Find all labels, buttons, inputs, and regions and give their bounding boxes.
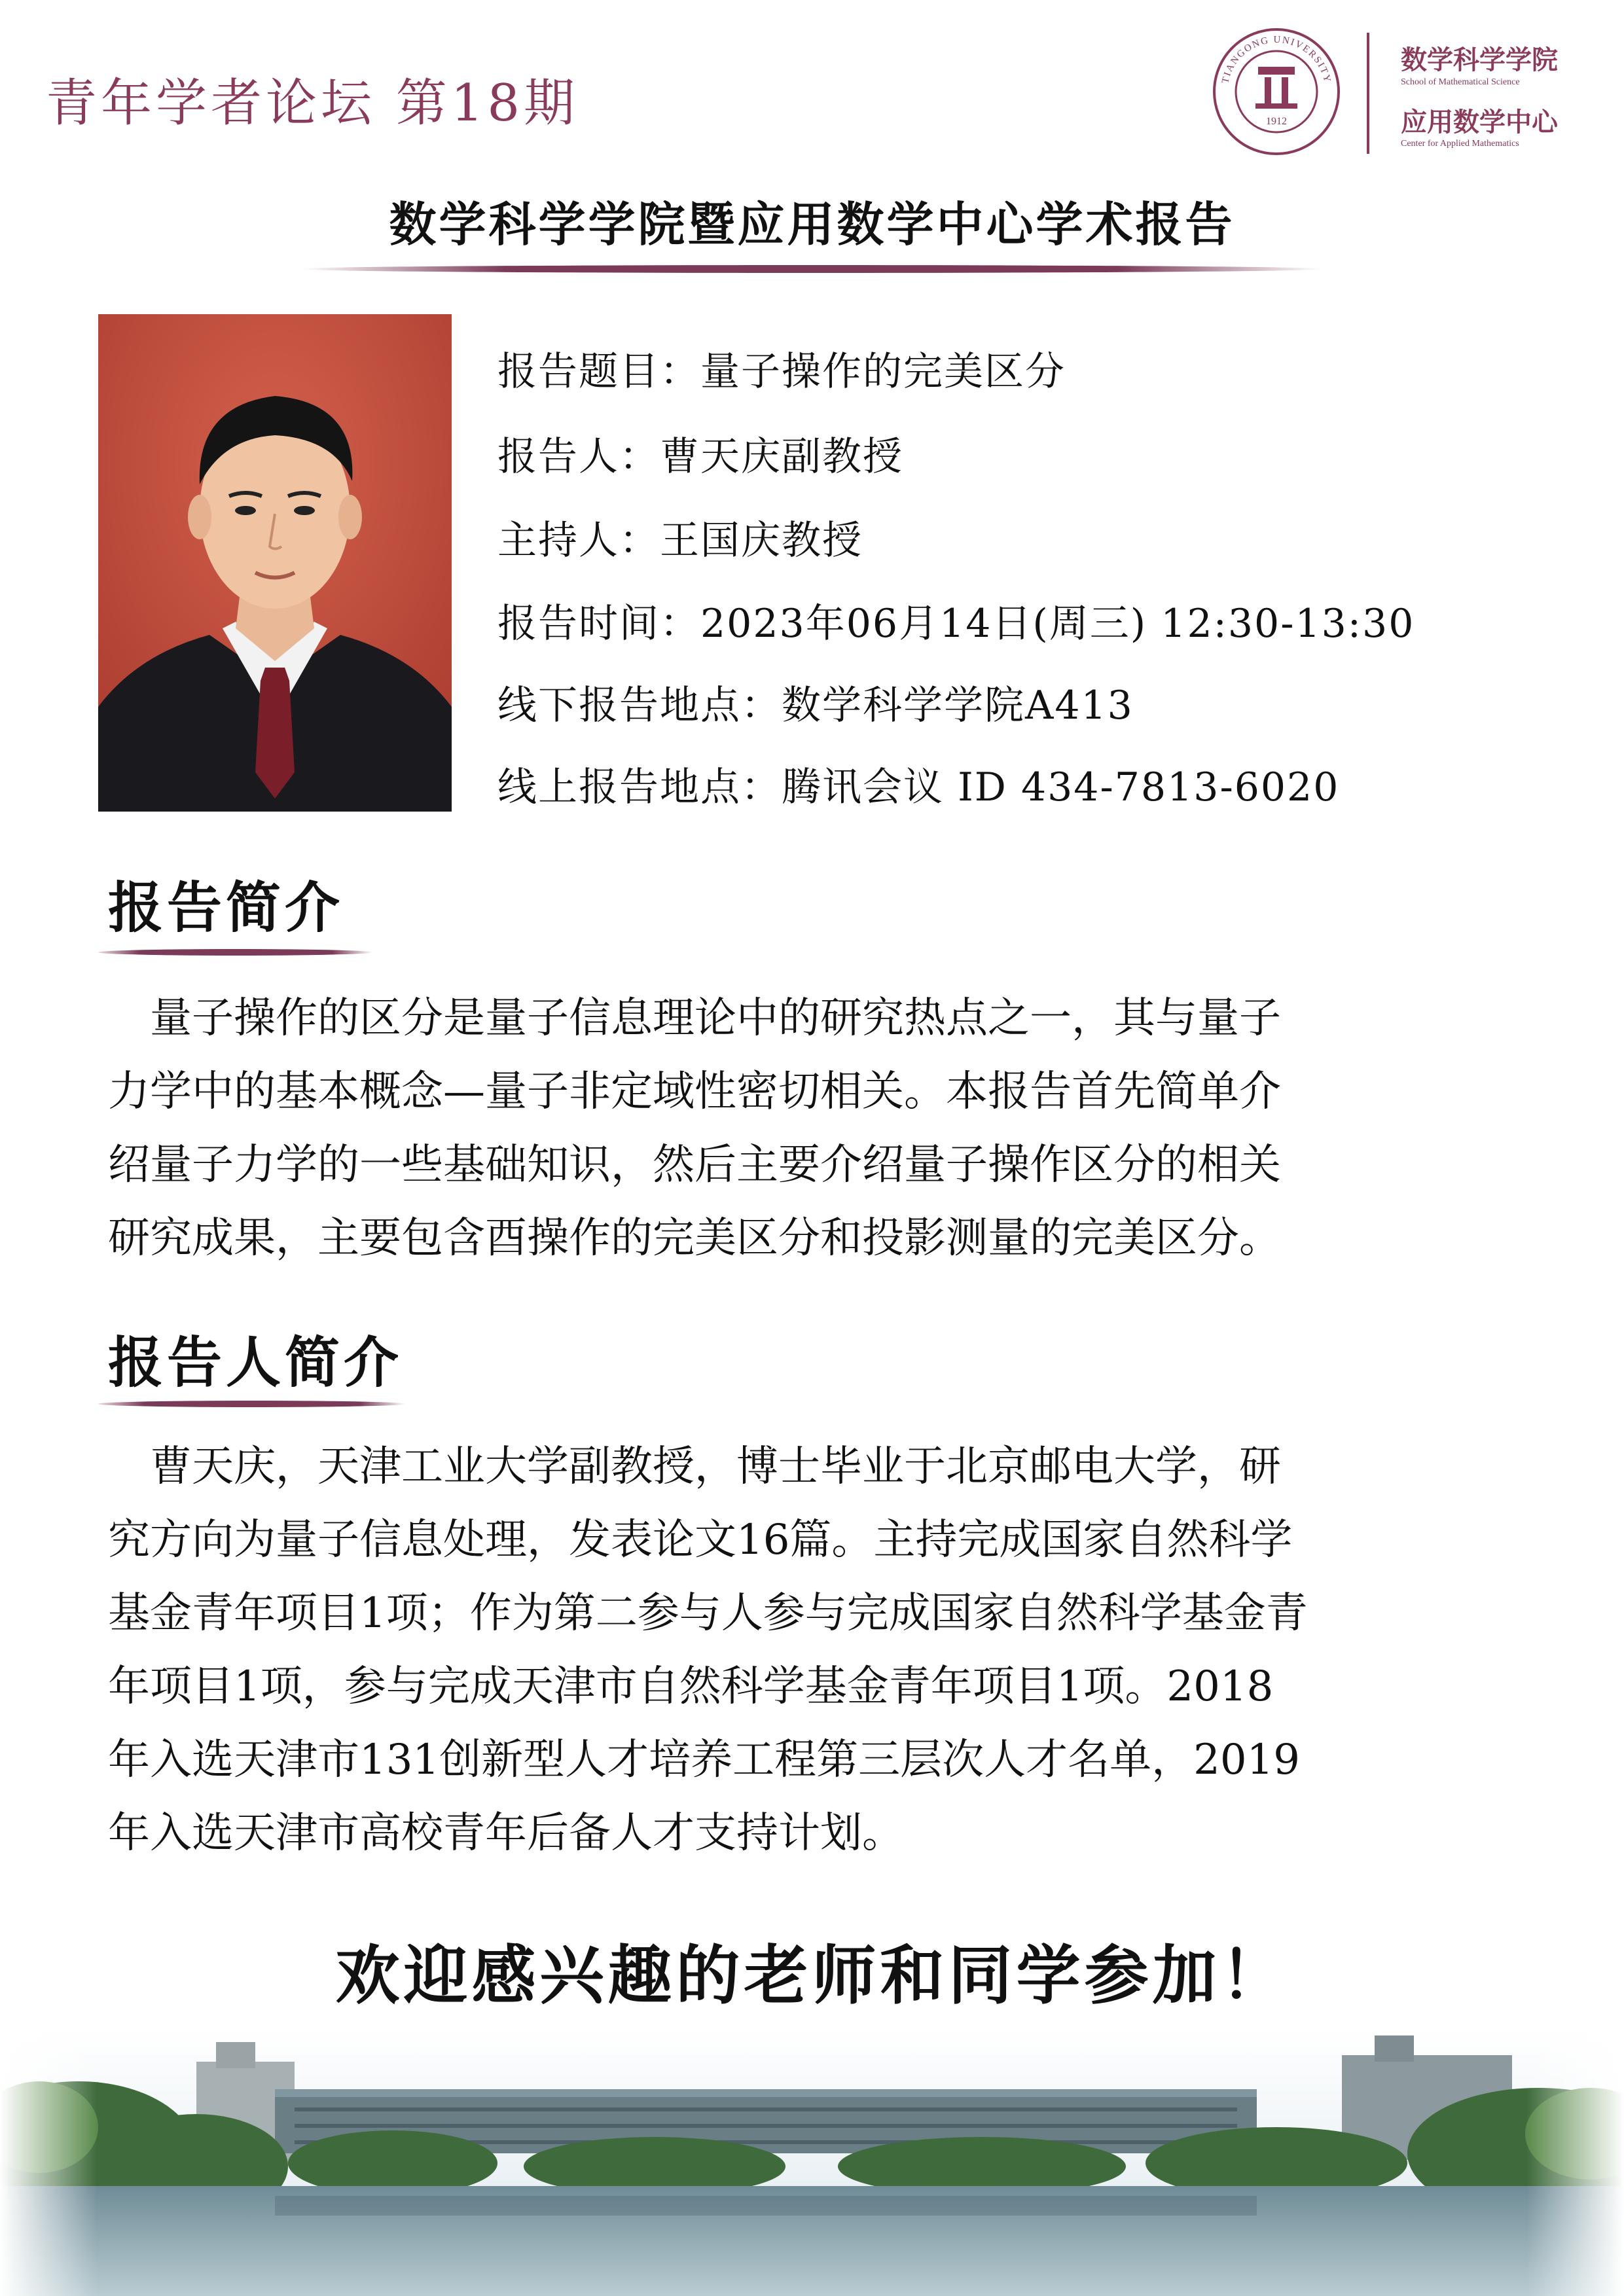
bio-underline: [98, 1401, 406, 1407]
abstract-line: 力学中的基本概念—量子非定域性密切相关。本报告首先简单介: [108, 1067, 1281, 1116]
report-heading: 数学科学学院暨应用数学中心学术报告: [389, 196, 1235, 252]
abstract-paragraph: [108, 982, 1522, 1275]
abstract-line: 量子操作的区分是量子信息理论中的研究热点之一，其与量子: [108, 994, 1281, 1043]
svg-text:1912: 1912: [1266, 116, 1287, 127]
bio-line: 年入选天津市高校青年后备人才支持计划。: [108, 1809, 904, 1857]
campus-banner-image: [0, 2029, 1624, 2296]
abstract-line: 研究成果，主要包含酉操作的完美区分和投影测量的完美区分。: [108, 1214, 1281, 1263]
info-offline-location: 线下报告地点：数学科学学院A413: [497, 683, 1134, 728]
heading-underline: [301, 265, 1322, 273]
logo-divider: [1367, 33, 1369, 154]
bio-line: 年入选天津市131创新型人才培养工程第三层次人才名单，2019: [108, 1736, 1301, 1784]
info-online-location: 线上报告地点：腾讯会议 ID 434-7813-6020: [497, 764, 1340, 810]
center-name-en: Center for Applied Mathematics: [1401, 139, 1519, 149]
info-host: 主持人：王国庆教授: [497, 518, 863, 564]
info-speaker: 报告人：曹天庆副教授: [497, 434, 903, 480]
info-title: 报告题目：量子操作的完美区分: [497, 349, 1066, 395]
university-seal-logo: [1211, 26, 1342, 157]
school-name-cn: 数学科学学院: [1401, 45, 1558, 75]
forum-title: 青年学者论坛 第18期: [46, 74, 579, 133]
speaker-photo: [98, 314, 452, 812]
abstract-title: 报告简介: [108, 875, 344, 940]
bio-paragraph: [108, 1430, 1522, 1870]
welcome-message: 欢迎感兴趣的老师和同学参加！: [335, 1938, 1289, 2013]
svg-text:TIANGONG UNIVERSITY: TIANGONG UNIVERSITY: [1220, 34, 1333, 84]
bio-title: 报告人简介: [108, 1330, 403, 1395]
bio-line: 年项目1项，参与完成天津市自然科学基金青年项目1项。2018: [108, 1662, 1274, 1711]
info-time: 报告时间：2023年06月14日(周三) 12:30-13:30: [497, 601, 1415, 647]
abstract-line: 绍量子力学的一些基础知识，然后主要介绍量子操作区分的相关: [108, 1141, 1281, 1189]
abstract-underline: [98, 949, 373, 956]
bio-line: 基金青年项目1项；作为第二参与人参与完成国家自然科学基金青: [108, 1589, 1308, 1638]
center-name-cn: 应用数学中心: [1401, 107, 1558, 137]
bio-line: 究方向为量子信息处理，发表论文16篇。主持完成国家自然科学: [108, 1516, 1293, 1564]
bio-line: 曹天庆，天津工业大学副教授，博士毕业于北京邮电大学，研: [108, 1443, 1281, 1491]
school-name-en: School of Mathematical Science: [1401, 77, 1520, 87]
